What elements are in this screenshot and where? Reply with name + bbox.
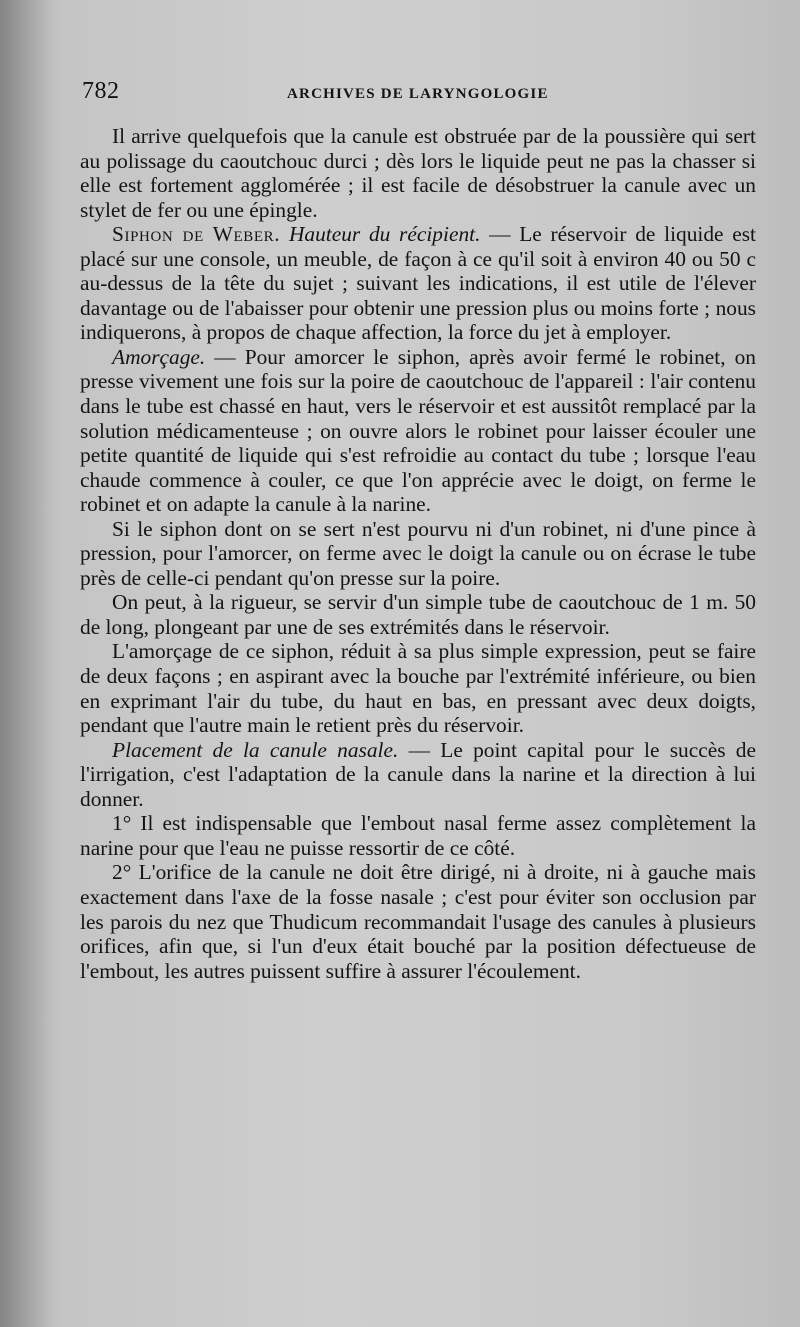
paragraph-robinet [80,517,756,591]
section-lead-italic: Amorçage. [112,344,206,369]
paragraph-text: — Le réservoir de liquide est placé sur une console, un meuble, de façon à ce qu'il soit à environ 40 ou 50 c au-dessus de la tête du sujet ; suivant les indications, il est utile de l'élever davantage ou de l'abaisser pour obtenir une pression plus ou moins forte ; nous indiquerons, à propos de chaque affection, la force du jet à employer. [80,222,756,345]
binding-shadow [0,0,60,1327]
paragraph-text: Il arrive quelquefois que la canule est obstruée par de la poussière qui sert au polissage du caoutchouc durci ; dès lors le liquide peut ne pas la chasser si elle est fortement agglomérée ; il est facile de désobstruer la canule avec un stylet de fer ou une épingle. [80,124,756,222]
section-lead-smallcaps: Siphon de Weber. [112,222,281,247]
paragraph-obstruction [80,124,756,222]
paragraph-amorcage [80,345,756,517]
paragraph-text: — Pour amorcer le siphon, après avoir fermé le robinet, on presse vivement une fois sur la poire de caoutchouc de l'appareil : l'air contenu dans le tube est chassé en haut, vers le réservoir et est aussitôt remplacé par la solution médicamenteuse ; on ouvre alors le robinet pour laisser écouler une petite quantité de liquide qui s'est refroidie au contact du tube ; lorsque l'eau chaude commence à couler, ce que l'on apprécie avec le doigt, on ferme le robinet et on adapte la canule à la narine. [80,344,756,517]
paragraph-siphon-weber [80,222,756,345]
paragraph-tube-simple [80,590,756,639]
paragraph-text: — Le point capital pour le succès de l'irrigation, c'est l'adaptation de la canule dans la narine et la direction à lui donner. [80,737,756,811]
paragraph-text: On peut, à la rigueur, se servir d'un simple tube de caoutchouc de 1 m. 50 de long, plongeant par une de ses extrémités dans le réservoir. [80,590,756,639]
paragraph-point-1 [80,811,756,860]
paragraph-text: 2° L'orifice de la canule ne doit être dirigé, ni à droite, ni à gauche mais exactement dans l'axe de la fosse nasale ; c'est pour éviter son occlusion par les parois du nez que Thudicum recommandait l'usage des canules à plusieurs orifices, afin que, si l'un d'eux était bouché par la position défectueuse de l'embout, les autres puissent suffire à assurer l'écoulement. [80,860,756,983]
paragraph-text: L'amorçage de ce siphon, réduit à sa plus simple expression, peut se faire de deux façons ; en aspirant avec la bouche par l'extrémité inférieure, ou bien en exprimant l'air du tube, du haut en bas, en pressant avec deux doigts, pendant que l'autre main le retient près du réservoir. [80,639,756,738]
paragraph-text: Si le siphon dont on se sert n'est pourvu ni d'un robinet, ni d'une pince à pression, pour l'amorcer, on ferme avec le doigt la canule ou on écrase le tube près de celle-ci pendant qu'on presse sur la poire. [80,516,756,590]
paragraph-point-2 [80,860,756,983]
paragraph-amorcage-simple [80,639,756,737]
section-lead-italic: Placement de la canule nasale. [112,737,399,762]
page-header [82,78,772,108]
paragraph-placement [80,738,756,812]
paragraph-text: 1° Il est indispensable que l'embout nasal ferme assez complètement la narine pour que l'eau ne puisse ressortir de ce côté. [80,811,756,860]
running-title: ARCHIVES DE LARYNGOLOGIE [287,86,549,102]
body-text [80,124,756,983]
section-lead-italic: Hauteur du récipient. [288,222,481,247]
page-number: 782 [82,78,120,104]
